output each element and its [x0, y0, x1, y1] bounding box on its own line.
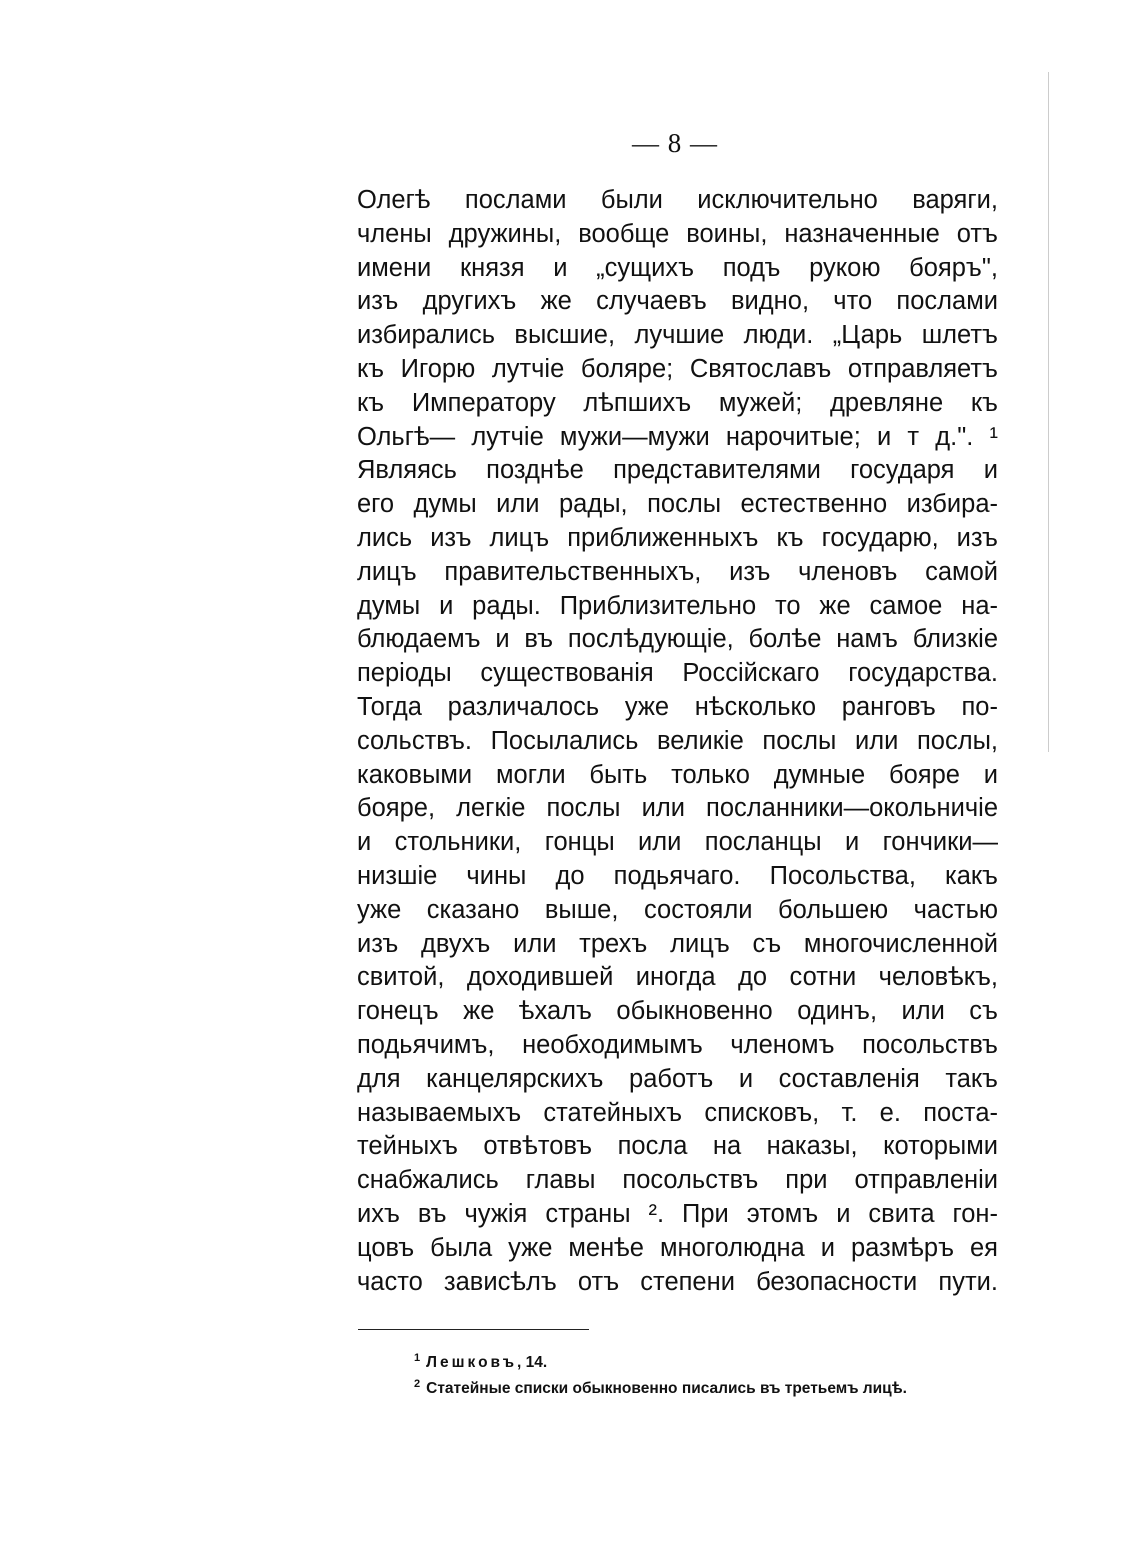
footnote-text: Статейные списки обыкновенно писались въ третьемъ лицѣ.: [426, 1380, 907, 1397]
text-line: Тогда различалось уже нѣсколько ранговъ по-: [357, 692, 998, 721]
footnote-text: , 14.: [517, 1354, 548, 1371]
text-line: для канцелярскихъ работъ и составленія такъ: [357, 1064, 998, 1093]
text-line: къ Императору лѣпшихъ мужей; древляне къ: [357, 388, 998, 417]
text-line: изъ двухъ или трехъ лицъ съ многочисленной: [357, 929, 998, 958]
text-line: низшіе чины до подьячаго. Посольства, какъ: [357, 861, 998, 890]
text-line: ихъ въ чужія страны ². При этомъ и свита гон-: [357, 1199, 998, 1228]
footnote-2: [414, 1376, 1014, 1402]
footnote-divider: [358, 1329, 589, 1330]
text-line: избирались высшие, лучшие люди. „Царь шлетъ: [357, 321, 998, 350]
text-line: Олегѣ послами были исключительно варяги,: [357, 186, 998, 214]
footnote-author: Лешковъ: [426, 1354, 518, 1371]
text-line: лись изъ лицъ приближенныхъ къ государю, изъ: [357, 523, 998, 552]
text-line: гонецъ же ѣхалъ обыкновенно одинъ, или съ: [357, 997, 998, 1026]
text-line: изъ другихъ же случаевъ видно, что послами: [357, 287, 998, 316]
text-line: цовъ была уже менѣе многолюдна и размѣръ ея: [357, 1233, 998, 1262]
text-line: думы и рады. Приблизительно то же самое на-: [357, 591, 998, 620]
page-number: — 8 —: [632, 128, 718, 158]
text-line: сольствъ. Посылались великіе послы или послы,: [357, 726, 998, 755]
text-line: называемыхъ статейныхъ списковъ, т. е. поста-: [357, 1098, 998, 1127]
footnote-1: [414, 1350, 1014, 1376]
text-line: свитой, доходившей иногда до сотни человѣкъ,: [357, 963, 998, 992]
text-line: Ольгѣ— лутчіе мужи—мужи нарочитые; и т д.". ¹: [357, 422, 998, 451]
footnote-marker: 1: [414, 1351, 421, 1364]
text-line: каковыми могли быть только думные бояре и: [357, 760, 998, 789]
text-line: къ Игорю лутчіе боляре; Святославъ отправляетъ: [357, 354, 998, 383]
text-line: лицъ правительственныхъ, изъ членовъ самой: [357, 557, 998, 586]
text-line: Являясь позднѣе представителями государя и: [357, 456, 998, 485]
text-line: блюдаемъ и въ послѣдующіе, болѣе намъ близкіе: [357, 625, 998, 654]
text-line: снабжались главы посольствъ при отправленіи: [357, 1166, 998, 1195]
footnotes: [414, 1350, 1014, 1402]
text-line: часто зависѣлъ отъ степени безопасности пути.: [357, 1267, 998, 1296]
text-line: бояре, легкіе послы или посланники—окольничіе: [357, 794, 998, 823]
text-line: его думы или рады, послы естественно избира-: [357, 490, 998, 519]
text-line: уже сказано выше, состояли большею частью: [357, 895, 998, 924]
footnote-marker: 2: [414, 1377, 421, 1390]
main-text-block: [357, 184, 998, 1299]
text-line: тейныхъ отвѣтовъ посла на наказы, которыми: [357, 1132, 998, 1161]
text-line: періоды существованія Россійскаго государства.: [357, 659, 998, 688]
text-line: подьячимъ, необходимымъ членомъ посольствъ: [357, 1030, 998, 1059]
text-line: члены дружины, вообще воины, назначенные отъ: [357, 219, 998, 248]
text-line: и стольники, гонцы или посланцы и гончики—: [357, 828, 998, 857]
scan-edge-mark: [1048, 72, 1049, 752]
text-line: имени князя и „сущихъ подъ рукою бояръ",: [357, 253, 998, 282]
